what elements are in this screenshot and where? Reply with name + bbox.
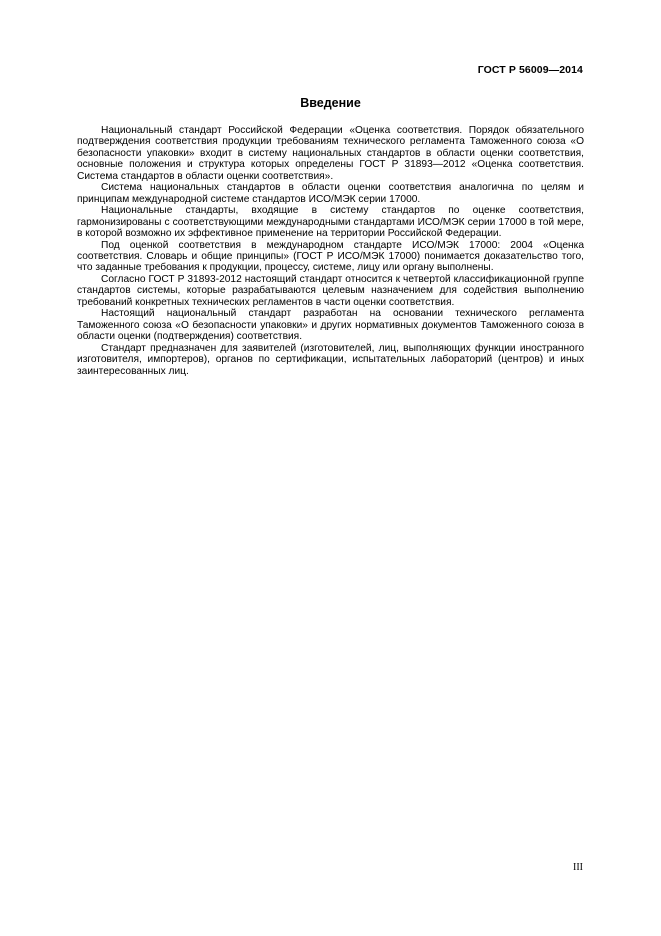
paragraph: Стандарт предназначен для заявителей (изготовителей, лиц, выполняющих функции иностранного изготовителя, импортеров), органов по сертификации, испытательных лабораторий (центров) и иных заинтересованных лиц.: [77, 342, 584, 377]
paragraph: Настоящий национальный стандарт разработан на основании технического регламента Таможенного союза «О безопасности упаковки» и других нормативных документов Таможенного союза в области оценки (подтверждения) соответствия.: [77, 308, 584, 343]
page-number: III: [573, 862, 583, 873]
section-title: Введение: [300, 96, 361, 110]
paragraph: Согласно ГОСТ Р 31893-2012 настоящий стандарт относится к четвертой классификационной группе стандартов системы, которые разрабатываются целевым назначением для содействия выполнению требований конкретных технических регламентов в части оценки соответствия.: [77, 273, 584, 308]
paragraph: Система национальных стандартов в области оценки соответствия аналогична по целям и принципам международной системе стандартов ИСО/МЭК серии 17000.: [77, 182, 584, 205]
paragraph: Под оценкой соответствия в международном стандарте ИСО/МЭК 17000: 2004 «Оценка соответствия. Словарь и общие принципы» (ГОСТ Р ИСО/МЭК 17000) понимается доказательство того, что заданные требования к продукции, процессу, системе, лицу или органу выполнены.: [77, 239, 584, 274]
standard-designation: ГОСТ Р 56009—2014: [477, 64, 583, 76]
introduction-body: [77, 125, 584, 377]
paragraph: Национальные стандарты, входящие в систему стандартов по оценке соответствия, гармонизированы с соответствующими международными стандартами ИСО/МЭК серии 17000 в той мере, в которой возможно их эффективное применение на территории Российской Федерации.: [77, 205, 584, 240]
paragraph: Национальный стандарт Российской Федерации «Оценка соответствия. Порядок обязательного подтверждения соответствия продукции требованиям технического регламента Таможенного союза «О безопасности упаковки» входит в систему национальных стандартов в области оценки соответствия, основные положения и структура которых определены ГОСТ Р 31893—2012 «Оценка соответствия. Система стандартов в области оценки соответствия».: [77, 125, 584, 182]
